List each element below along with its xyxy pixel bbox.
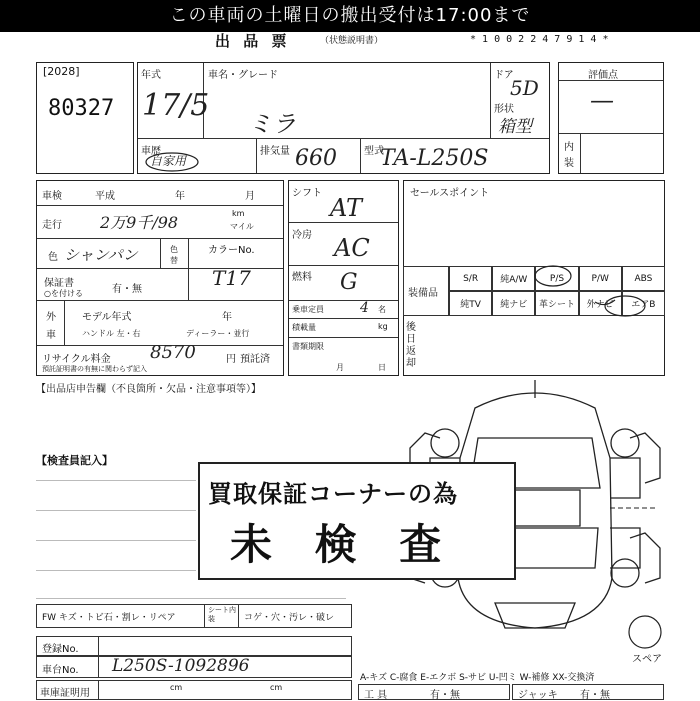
doc-deadline-label: 書類期限: [292, 342, 324, 351]
color-change-label: 色替: [170, 245, 178, 265]
mileage-label: 走行: [42, 220, 62, 231]
model-year-nen: 年: [222, 312, 232, 323]
equipment-cell: エアB: [622, 291, 665, 316]
equipment-cell: P/S: [535, 266, 578, 291]
model-type-handwritten: TA-L250S: [380, 146, 489, 171]
inspector-notes-label: 【検査員記入】: [36, 454, 113, 467]
sheet-title: 出 品 票: [215, 32, 291, 50]
recycle-sub: 預託証明書の有無に関わらず記入: [42, 365, 147, 373]
year-label: 年式: [141, 70, 161, 81]
fuel-label: 燃料: [292, 272, 312, 283]
mileage-km: km: [232, 209, 245, 218]
cert-cm-2: cm: [270, 683, 283, 692]
year-handwritten: 17/5: [142, 88, 210, 123]
jack-label: ジャッキ: [518, 690, 558, 701]
sheet-subtitle: （状態説明書）: [320, 36, 384, 46]
barcode-number: * 1 0 0 2 2 4 7 9 1 4 *: [470, 34, 609, 45]
car-label: 車: [46, 330, 56, 341]
cert-cm-1: cm: [170, 683, 183, 692]
rear-label: 後日返却: [406, 322, 416, 369]
loading-kg: kg: [378, 322, 388, 331]
seat-options: コゲ・穴・汚レ・破レ: [244, 613, 335, 623]
history-circle-mark: [144, 150, 204, 174]
model-type-label: 型式: [364, 146, 384, 157]
tools-label: 工 具: [364, 690, 388, 701]
fw-label: FW キズ・トビ石・割レ・リペア: [42, 613, 176, 623]
car-name-handwritten: ミラ: [248, 110, 296, 138]
equipment-cell: 純A/W: [492, 266, 535, 291]
recycle-label: リサイクル料金: [42, 354, 111, 365]
doc-deadline-day: 日: [378, 363, 386, 372]
history-handwritten: 自家用: [150, 154, 187, 168]
garage-cert-label: 車庫証明用: [40, 688, 90, 699]
warranty-sub: ○を付ける: [44, 289, 83, 298]
stamp-line1: 買取保証コーナーの為: [208, 480, 458, 508]
color-no-handwritten: T17: [212, 266, 251, 290]
shape-label: 形状: [494, 104, 514, 115]
chassis-no-label: 車台No.: [42, 665, 79, 676]
recycle-deposited: 預託済: [240, 354, 270, 365]
foreign-label: 外: [46, 312, 56, 323]
model-year-label: モデル年式: [82, 312, 132, 323]
spare-label: スペア: [632, 654, 662, 665]
equipment-cell: 革シート: [535, 291, 578, 316]
lot-small-number: [2028]: [43, 65, 80, 78]
handle-label: ハンドル 左・右: [82, 329, 141, 338]
recycle-amount-handwritten: 8570: [150, 342, 196, 363]
equipment-cell: 純TV: [449, 291, 492, 316]
equipment-cell: 外ナビ: [579, 291, 622, 316]
fuel-handwritten: G: [340, 270, 358, 295]
warranty-options: 有・無: [112, 284, 142, 295]
evaluation-handwritten: —: [590, 86, 614, 114]
inspection-nen: 年: [175, 191, 185, 202]
doors-label: ドア: [494, 70, 514, 81]
jack-options: 有・無: [580, 690, 610, 701]
mileage-handwritten: 2万9千/98: [100, 213, 179, 232]
damage-legend: A-キズ C-腐食 E-エクボ S-サビ U-凹ミ W-補修 XX-交換済: [360, 673, 595, 683]
equipment-check-marks: [525, 262, 665, 322]
store-notes-label: 【出品店申告欄（不良箇所・欠品・注意事項等）】: [36, 384, 261, 395]
equipment-cell: 純ナビ: [492, 291, 535, 316]
spare-tire-icon: [625, 612, 665, 652]
inspection-label: 車検: [42, 191, 62, 202]
equipment-cell: S/R: [449, 266, 492, 291]
chassis-no-handwritten: L250S-1092896: [112, 656, 250, 676]
recycle-yen: 円: [226, 354, 236, 365]
mileage-mile: マイル: [230, 222, 254, 231]
equipment-label: 装備品: [408, 288, 438, 299]
capacity-mei: 名: [378, 305, 386, 314]
displacement-handwritten: 660: [295, 146, 337, 171]
saturday-pickup-banner: この車両の土曜日の搬出受付は17:00まで: [0, 0, 700, 32]
tools-options: 有・無: [430, 690, 460, 701]
evaluation-label: 評価点: [588, 70, 618, 81]
color-label: 色: [48, 252, 58, 263]
equipment-cell: ABS: [622, 266, 665, 291]
loading-label: 積載量: [292, 323, 316, 332]
color-handwritten: シャンパン: [64, 246, 138, 264]
inspection-tsuki: 月: [245, 191, 255, 202]
shape-handwritten: 箱型: [498, 117, 532, 137]
inspection-heisei: 平成: [95, 191, 115, 202]
capacity-handwritten: 4: [360, 300, 369, 316]
warranty-label: 保証書: [44, 278, 74, 289]
capacity-label: 乗車定員: [292, 305, 324, 314]
seat-inner-label: シート内装: [208, 606, 236, 623]
displacement-label: 排気量: [260, 146, 290, 157]
dealer-label: ディーラー・並行: [186, 329, 250, 338]
lot-number: 80327: [48, 96, 115, 121]
exterior-label: 装: [564, 158, 574, 169]
equipment-cell: P/W: [579, 266, 622, 291]
shift-label: シフト: [292, 188, 322, 199]
aircon-label: 冷房: [292, 230, 312, 241]
registration-row: [36, 636, 352, 656]
car-name-label: 車名・グレード: [208, 70, 278, 81]
interior-label: 内: [564, 142, 574, 153]
color-no-label: カラーNo.: [208, 245, 255, 256]
shift-handwritten: AT: [330, 194, 363, 222]
reg-no-label: 登録No.: [42, 644, 79, 655]
sales-point-label: セールスポイント: [410, 188, 490, 199]
doc-deadline-month: 月: [336, 363, 344, 372]
doors-handwritten: 5D: [510, 76, 539, 100]
stamp-line2: 未 検 査: [230, 520, 456, 569]
history-label: 車歴: [141, 146, 161, 157]
aircon-handwritten: AC: [334, 234, 370, 262]
